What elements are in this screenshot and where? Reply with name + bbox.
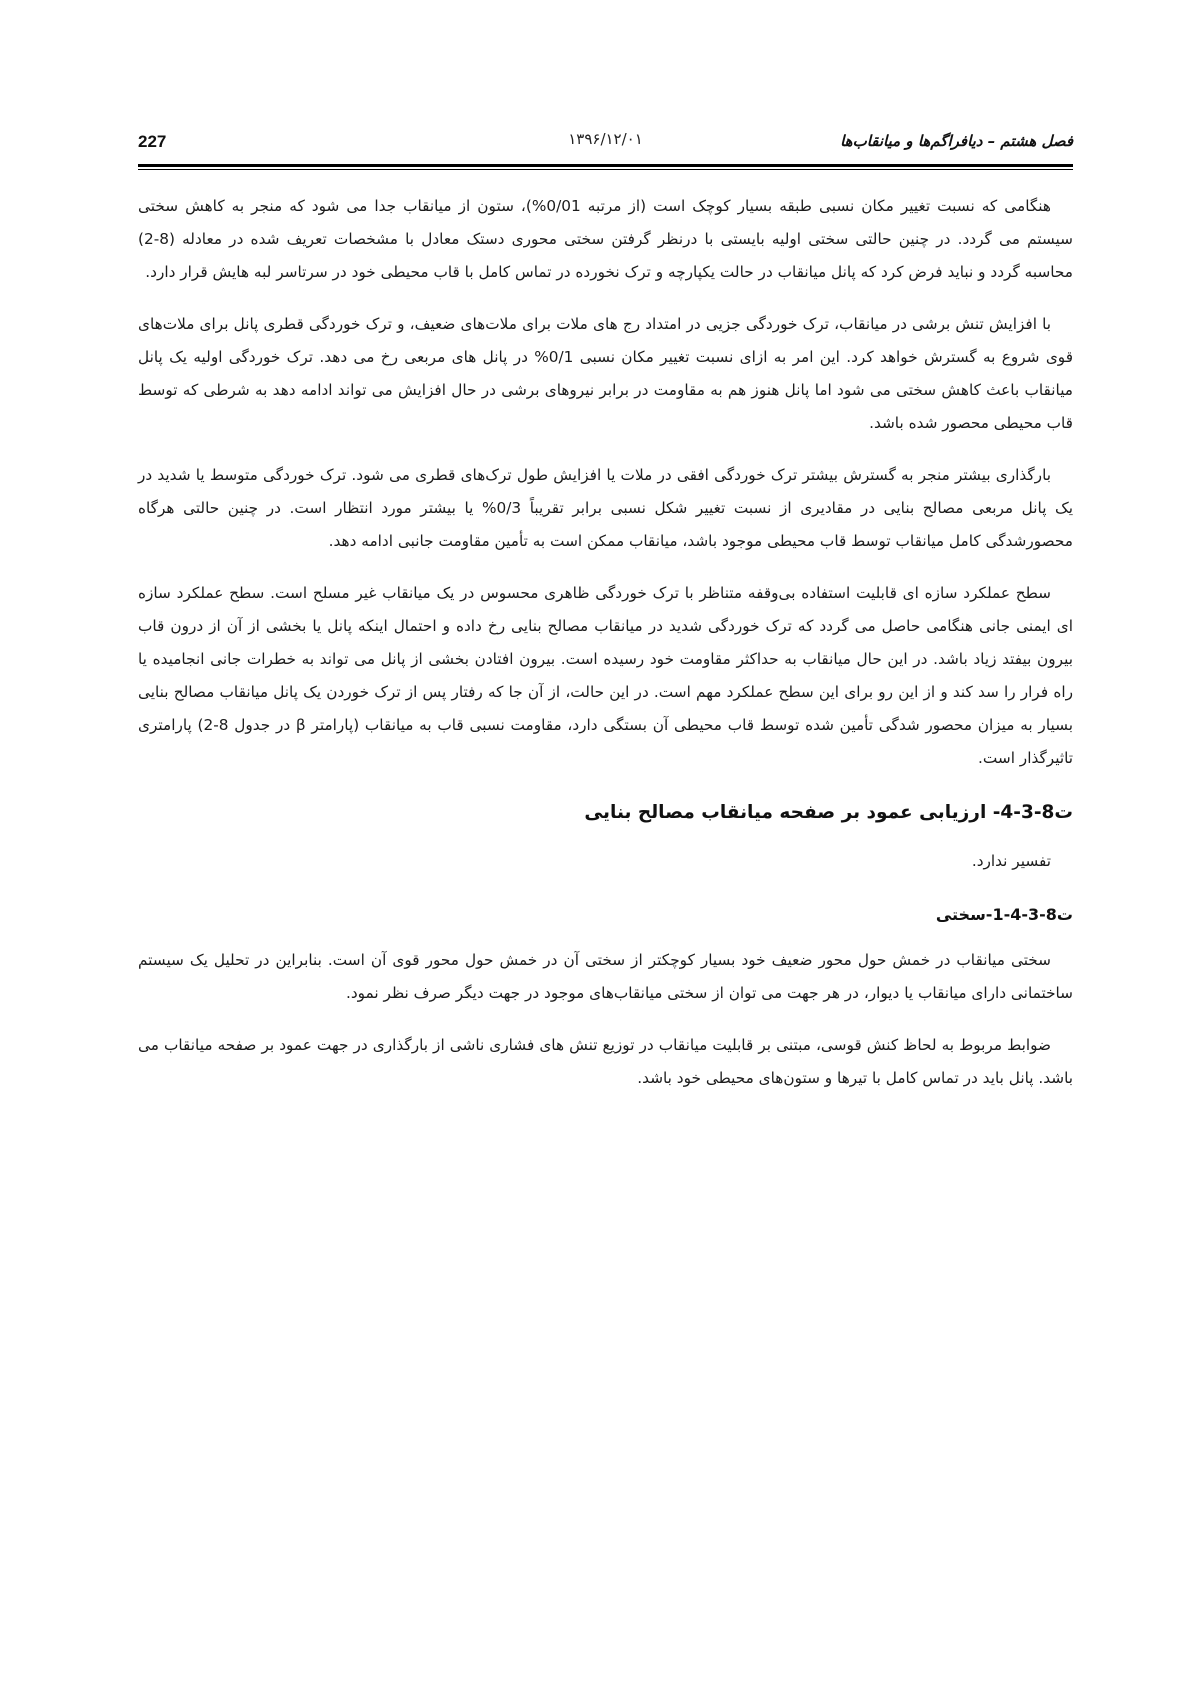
paragraph: با افزایش تنش برشی در میانقاب، ترک خوردگی جزیی در امتداد رج های ملات برای ملات‌های ضعیف، و ترک خوردگی قطری پانل برای ملات‌های قوی شروع به گسترش خواهد کرد. این امر به ازای نسبت تغییر مکان نسبی 0/1% در پانل های مربعی رخ می دهد. ترک خوردگی اولیه یک پانل میانقاب باعث کاهش سختی می شود اما پانل هنوز هم به مقاومت در برابر نیروهای برشی در حال افزایش می تواند ادامه دهد به شرطی که توسط قاب محیطی محصور شده باشد. — [138, 315, 1074, 432]
page-number: 227 — [138, 132, 167, 151]
paragraph: هنگامی که نسبت تغییر مکان نسبی طبقه بسیار کوچک است (از مرتبه 0/01%)، ستون از میانقاب جدا می شود که منجر به کاهش سختی سیستم می گردد. در چنین حالتی سختی اولیه بایستی با درنظر گرفتن سختی محوری دستک معادل با مشخصات تعریف شده در معادله (8-2) محاسبه گردد و نباید فرض کرد که پانل میانقاب در حالت یکپارچه و ترک نخورده در تماس کامل با قاب محیطی خود در سرتاسر لبه هایش قرار دارد. — [138, 197, 1073, 281]
paragraph: سختی میانقاب در خمش حول محور ضعیف خود بسیار کوچکتر از سختی آن در خمش حول محور قوی آن است. بنابراین در تحلیل یک سیستم ساختمانی دارای میانقاب یا دیوار، در هر جهت می توان از سختی میانقاب‌های موجود در جهت دیگر صرف نظر نمود. — [138, 951, 1073, 1002]
header-date: ۱۳۹۶/۱۲/۰۱ — [568, 130, 643, 148]
page-header — [138, 128, 1073, 168]
header-divider-thin — [138, 169, 1073, 170]
subsection-heading: ت8-3-4-1-سختی — [935, 905, 1073, 924]
section-heading: ت8-3-4- ارزیابی عمود بر صفحه میانقاب مصالح بنایی — [584, 802, 1073, 823]
paragraph: سطح عملکرد سازه ای قابلیت استفاده بی‌وقفه متناظر با ترک خوردگی ظاهری محسوس در یک میانقاب غیر مسلح است. سطح عملکرد سازه ای ایمنی جانی هنگامی حاصل می گردد که ترک خوردگی شدید در میانقاب مصالح بنایی رخ داده و احتمال اینکه پانل یا بخشی از آن از درون قاب بیرون بیفتد زیاد باشد. در این حال میانقاب به حداکثر مقاومت خود رسیده است. بیرون افتادن بخشی از پانل می تواند به خطرات جانی انجامیده یا راه فرار را سد کند و از این رو برای این سطح عملکرد مهم است. در این حالت، از آن جا که رفتار پس از ترک خوردن یک پانل میانقاب مصالح بنایی بسیار به میزان محصور شدگی تأمین شده توسط قاب محیطی آن بستگی دارد، مقاومت نسبی قاب به میانقاب (پارامتر β در جدول 8-2) پارامتری تاثیرگذار است. — [138, 584, 1073, 767]
paragraph: بارگذاری بیشتر منجر به گسترش بیشتر ترک خوردگی افقی در ملات یا افزایش طول ترک‌های قطری می شود. ترک خوردگی متوسط یا شدید در یک پانل مربعی مصالح بنایی در مقادیری از نسبت تغییر شکل نسبی برابر تقریباً 0/3% یا بیشتر مورد انتظار است. در چنین حالتی هرگاه محصورشدگی کامل میانقاب توسط قاب محیطی موجود باشد، میانقاب ممکن است به تأمین مقاومت جانبی ادامه دهد. — [138, 466, 1073, 550]
section-note: تفسیر ندارد. — [971, 852, 1051, 870]
paragraph: ضوابط مربوط به لحاظ کنش قوسی، مبتنی بر قابلیت میانقاب در توزیع تنش های فشاری ناشی از بارگذاری در جهت عمود بر صفحه میانقاب می باشد. پانل باید در تماس کامل با تیرها و ستون‌های محیطی خود باشد. — [138, 1036, 1073, 1087]
page-body — [138, 190, 1073, 1114]
chapter-title: فصل هشتم – دیافراگم‌ها و میانقاب‌ها — [840, 132, 1073, 150]
header-divider — [138, 164, 1073, 167]
